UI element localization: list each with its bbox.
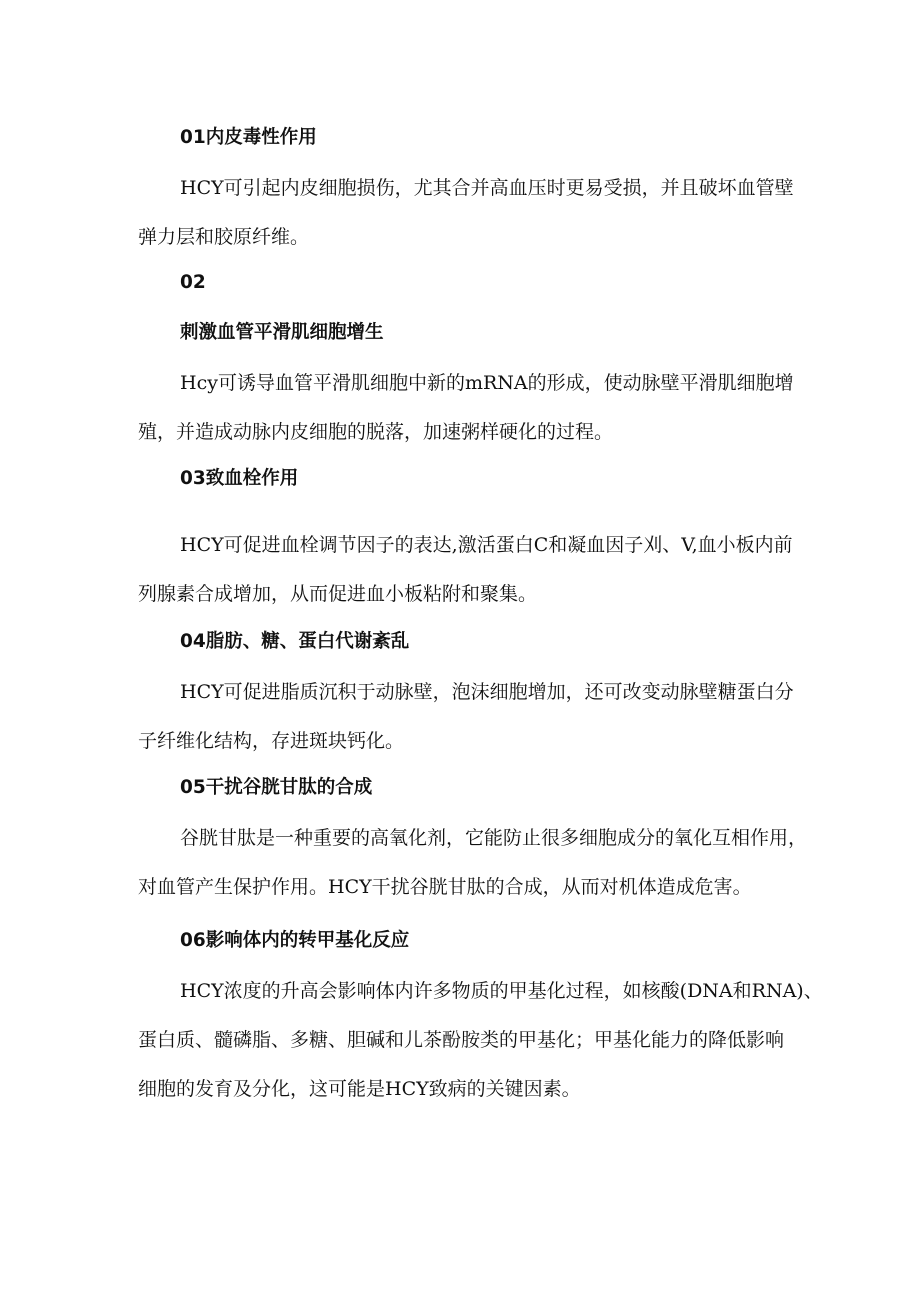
section-heading-04: 04脂肪、糖、蛋白代谢紊乱 (180, 631, 410, 652)
paragraph-line: HCY浓度的升高会影响体内许多物质的甲基化过程，如核酸(DNA和RNA)、 (180, 980, 823, 1002)
section-heading-05: 05干扰谷胱甘肽的合成 (180, 777, 373, 798)
paragraph-line: 子纤维化结构，存进斑块钙化。 (138, 730, 405, 752)
paragraph-line: 谷胱甘肽是一种重要的高氧化剂，它能防止很多细胞成分的氧化互相作用， (180, 827, 808, 849)
paragraph-line: 殖，并造成动脉内皮细胞的脱落，加速粥样硬化的过程。 (138, 421, 614, 443)
paragraph-line: 细胞的发育及分化，这可能是HCY致病的关键因素。 (138, 1078, 581, 1100)
paragraph-line: HCY可促进脂质沉积于动脉壁，泡沫细胞增加，还可改变动脉壁糖蛋白分 (180, 681, 794, 703)
paragraph-line: 蛋白质、髓磷脂、多糖、胆碱和儿茶酚胺类的甲基化；甲基化能力的降低影响 (138, 1029, 785, 1051)
section-heading-03: 03致血栓作用 (180, 468, 299, 489)
paragraph-line: Hcy可诱导血管平滑肌细胞中新的mRNA的形成，使动脉壁平滑肌细胞增 (180, 372, 794, 394)
section-heading-01: 01内皮毒性作用 (180, 127, 317, 148)
paragraph-line: HCY可促进血栓调节因子的表达,激活蛋白C和凝血因子刈、V,血小板内前 (180, 534, 793, 556)
paragraph-line: 列腺素合成增加，从而促进血小板粘附和聚集。 (138, 583, 538, 605)
section-heading-02: 刺激血管平滑肌细胞增生 (180, 322, 384, 343)
paragraph-line: HCY可引起内皮细胞损伤，尤其合并高血压时更易受损，并且破坏血管壁 (180, 177, 794, 199)
section-heading-06: 06影响体内的转甲基化反应 (180, 930, 410, 951)
paragraph-line: 对血管产生保护作用。HCY干扰谷胱甘肽的合成，从而对机体造成危害。 (138, 876, 752, 898)
paragraph-line: 弹力层和胶原纤维。 (138, 226, 310, 248)
section-number-02: 02 (180, 272, 206, 293)
